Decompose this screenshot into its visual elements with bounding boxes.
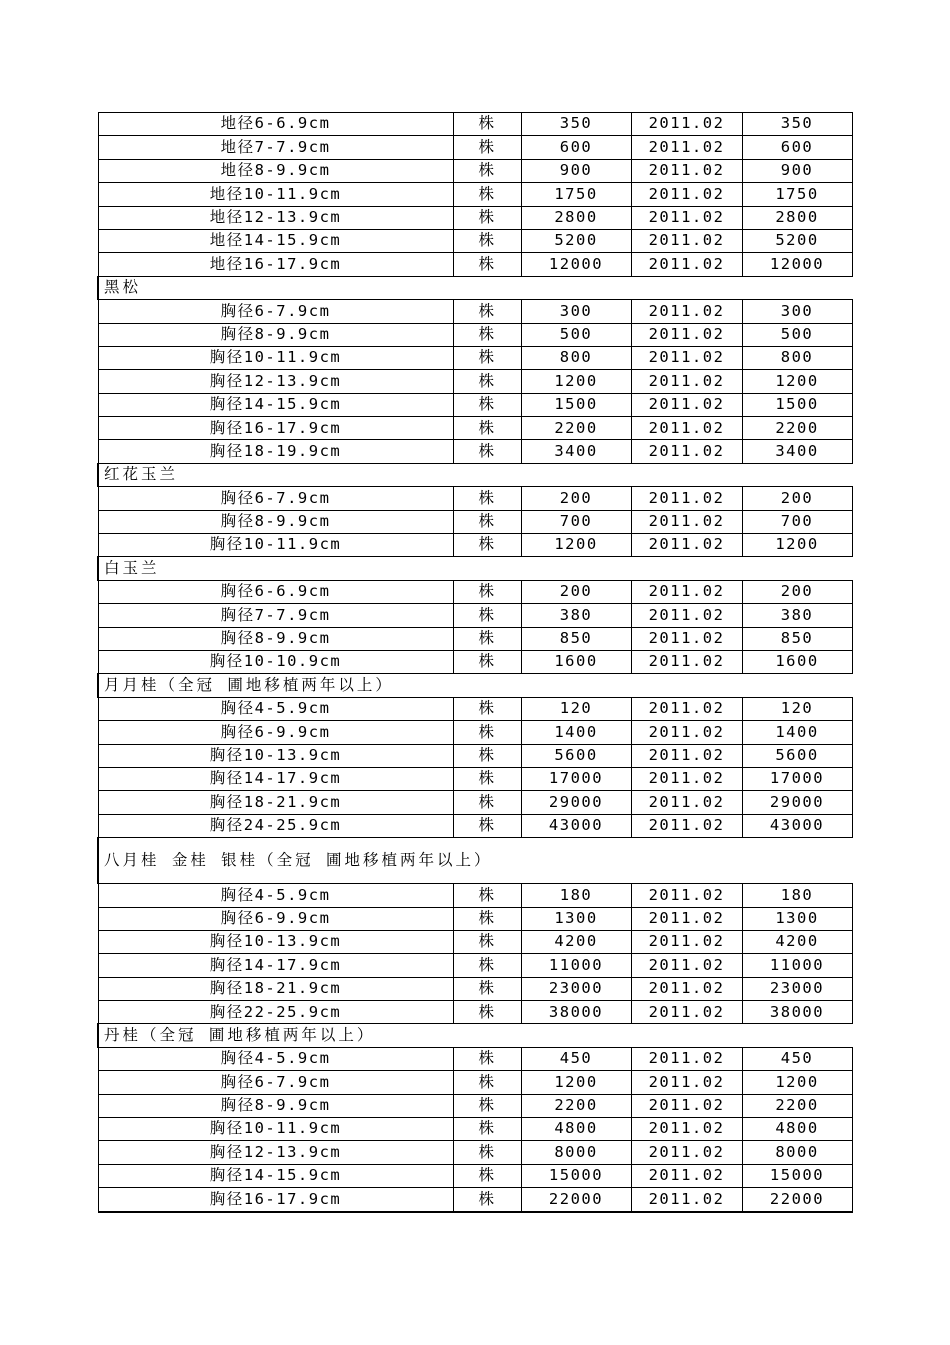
table-row [98,183,852,206]
spec-cell: 胸径14-17.9cm [98,954,453,977]
price-cell: 11000 [521,954,631,977]
spec-cell: 胸径4-5.9cm [98,697,453,720]
total-cell: 11000 [742,954,852,977]
total-cell: 5200 [742,229,852,252]
date-cell: 2011.02 [631,791,742,814]
date-cell: 2011.02 [631,627,742,650]
table-row [98,534,852,557]
unit-cell: 株 [453,440,521,463]
date-cell: 2011.02 [631,744,742,767]
unit-cell: 株 [453,487,521,510]
category-name: 白玉兰 [98,557,852,580]
total-cell: 450 [742,1047,852,1070]
table-row [98,159,852,182]
price-cell: 22000 [521,1188,631,1212]
total-cell: 15000 [742,1164,852,1187]
unit-cell: 株 [453,229,521,252]
unit-cell: 株 [453,650,521,673]
price-table-body [98,113,852,1212]
price-cell: 8000 [521,1141,631,1164]
price-cell: 1750 [521,183,631,206]
date-cell: 2011.02 [631,113,742,136]
table-row [98,1071,852,1094]
spec-cell: 胸径10-11.9cm [98,1118,453,1141]
table-row [98,977,852,1000]
unit-cell: 株 [453,1094,521,1117]
spec-cell: 胸径6-7.9cm [98,1071,453,1094]
category-name: 月月桂（全冠 圃地移植两年以上） [98,674,852,697]
price-cell: 1200 [521,1071,631,1094]
unit-cell: 株 [453,1118,521,1141]
date-cell: 2011.02 [631,1094,742,1117]
table-row [98,487,852,510]
spec-cell: 胸径10-13.9cm [98,930,453,953]
spec-cell: 胸径14-15.9cm [98,1164,453,1187]
spec-cell: 地径16-17.9cm [98,253,453,276]
spec-cell: 地径7-7.9cm [98,136,453,159]
total-cell: 180 [742,884,852,907]
table-row [98,370,852,393]
date-cell: 2011.02 [631,510,742,533]
spec-cell: 胸径14-17.9cm [98,767,453,790]
total-cell: 3400 [742,440,852,463]
unit-cell: 株 [453,534,521,557]
table-row [98,721,852,744]
unit-cell: 株 [453,1001,521,1024]
spec-cell: 胸径8-9.9cm [98,323,453,346]
price-cell: 12000 [521,253,631,276]
unit-cell: 株 [453,744,521,767]
table-row [98,323,852,346]
price-cell: 2800 [521,206,631,229]
spec-cell: 胸径18-19.9cm [98,440,453,463]
spec-cell: 胸径10-13.9cm [98,744,453,767]
unit-cell: 株 [453,627,521,650]
table-row [98,1047,852,1070]
date-cell: 2011.02 [631,1164,742,1187]
spec-cell: 胸径10-10.9cm [98,650,453,673]
spec-cell: 胸径8-9.9cm [98,627,453,650]
table-row [98,650,852,673]
price-cell: 200 [521,580,631,603]
date-cell: 2011.02 [631,1118,742,1141]
price-cell: 4200 [521,930,631,953]
spec-cell: 胸径6-9.9cm [98,907,453,930]
date-cell: 2011.02 [631,697,742,720]
spec-cell: 地径8-9.9cm [98,159,453,182]
unit-cell: 株 [453,113,521,136]
unit-cell: 株 [453,346,521,369]
price-cell: 450 [521,1047,631,1070]
unit-cell: 株 [453,954,521,977]
spec-cell: 胸径18-21.9cm [98,977,453,1000]
total-cell: 900 [742,159,852,182]
date-cell: 2011.02 [631,1047,742,1070]
unit-cell: 株 [453,977,521,1000]
table-row [98,767,852,790]
category-row [98,557,852,580]
category-row [98,276,852,299]
date-cell: 2011.02 [631,534,742,557]
spec-cell: 胸径8-9.9cm [98,1094,453,1117]
unit-cell: 株 [453,206,521,229]
total-cell: 1750 [742,183,852,206]
price-cell: 1200 [521,534,631,557]
spec-cell: 胸径7-7.9cm [98,604,453,627]
total-cell: 8000 [742,1141,852,1164]
price-cell: 23000 [521,977,631,1000]
total-cell: 23000 [742,977,852,1000]
price-cell: 17000 [521,767,631,790]
table-row [98,113,852,136]
date-cell: 2011.02 [631,487,742,510]
date-cell: 2011.02 [631,907,742,930]
price-cell: 38000 [521,1001,631,1024]
price-cell: 500 [521,323,631,346]
total-cell: 350 [742,113,852,136]
date-cell: 2011.02 [631,393,742,416]
spec-cell: 地径6-6.9cm [98,113,453,136]
unit-cell: 株 [453,159,521,182]
price-cell: 2200 [521,417,631,440]
spec-cell: 胸径22-25.9cm [98,1001,453,1024]
price-cell: 380 [521,604,631,627]
spec-cell: 胸径16-17.9cm [98,1188,453,1212]
spec-cell: 胸径6-9.9cm [98,721,453,744]
spec-cell: 胸径4-5.9cm [98,884,453,907]
total-cell: 800 [742,346,852,369]
table-row [98,1164,852,1187]
price-cell: 700 [521,510,631,533]
total-cell: 4800 [742,1118,852,1141]
spec-cell: 胸径6-7.9cm [98,487,453,510]
unit-cell: 株 [453,393,521,416]
table-row [98,814,852,837]
date-cell: 2011.02 [631,580,742,603]
spec-cell: 胸径12-13.9cm [98,370,453,393]
table-row [98,510,852,533]
table-row [98,907,852,930]
spec-cell: 胸径16-17.9cm [98,417,453,440]
price-cell: 600 [521,136,631,159]
unit-cell: 株 [453,930,521,953]
table-row [98,253,852,276]
price-cell: 43000 [521,814,631,837]
date-cell: 2011.02 [631,930,742,953]
total-cell: 43000 [742,814,852,837]
date-cell: 2011.02 [631,136,742,159]
table-row [98,1141,852,1164]
date-cell: 2011.02 [631,346,742,369]
total-cell: 29000 [742,791,852,814]
spec-cell: 胸径10-11.9cm [98,346,453,369]
total-cell: 1600 [742,650,852,673]
date-cell: 2011.02 [631,884,742,907]
total-cell: 1200 [742,534,852,557]
total-cell: 1400 [742,721,852,744]
unit-cell: 株 [453,1071,521,1094]
unit-cell: 株 [453,510,521,533]
date-cell: 2011.02 [631,604,742,627]
unit-cell: 株 [453,253,521,276]
table-row [98,954,852,977]
price-cell: 5600 [521,744,631,767]
date-cell: 2011.02 [631,183,742,206]
spec-cell: 胸径10-11.9cm [98,534,453,557]
date-cell: 2011.02 [631,323,742,346]
table-row [98,884,852,907]
price-cell: 900 [521,159,631,182]
table-row [98,580,852,603]
date-cell: 2011.02 [631,1188,742,1212]
price-cell: 300 [521,300,631,323]
price-cell: 180 [521,884,631,907]
unit-cell: 株 [453,1188,521,1212]
table-row [98,744,852,767]
category-name: 丹桂（全冠 圃地移植两年以上） [98,1024,852,1047]
price-cell: 15000 [521,1164,631,1187]
spec-cell: 胸径6-7.9cm [98,300,453,323]
spec-cell: 胸径8-9.9cm [98,510,453,533]
unit-cell: 株 [453,721,521,744]
date-cell: 2011.02 [631,253,742,276]
table-row [98,697,852,720]
total-cell: 200 [742,580,852,603]
spec-cell: 胸径24-25.9cm [98,814,453,837]
date-cell: 2011.02 [631,206,742,229]
table-row [98,136,852,159]
price-cell: 1500 [521,393,631,416]
date-cell: 2011.02 [631,954,742,977]
date-cell: 2011.02 [631,1071,742,1094]
total-cell: 2800 [742,206,852,229]
date-cell: 2011.02 [631,721,742,744]
unit-cell: 株 [453,183,521,206]
price-cell: 1200 [521,370,631,393]
total-cell: 17000 [742,767,852,790]
total-cell: 2200 [742,1094,852,1117]
price-cell: 120 [521,697,631,720]
unit-cell: 株 [453,136,521,159]
spec-cell: 胸径6-6.9cm [98,580,453,603]
unit-cell: 株 [453,1141,521,1164]
unit-cell: 株 [453,580,521,603]
total-cell: 380 [742,604,852,627]
date-cell: 2011.02 [631,300,742,323]
price-cell: 5200 [521,229,631,252]
table-row [98,1001,852,1024]
date-cell: 2011.02 [631,650,742,673]
price-cell: 1600 [521,650,631,673]
table-row [98,604,852,627]
price-cell: 29000 [521,791,631,814]
spec-cell: 胸径18-21.9cm [98,791,453,814]
table-row [98,206,852,229]
date-cell: 2011.02 [631,440,742,463]
category-name: 八月桂 金桂 银桂（全冠 圃地移植两年以上） [98,838,852,884]
unit-cell: 株 [453,1164,521,1187]
unit-cell: 株 [453,370,521,393]
total-cell: 120 [742,697,852,720]
price-cell: 800 [521,346,631,369]
total-cell: 850 [742,627,852,650]
spec-cell: 胸径12-13.9cm [98,1141,453,1164]
total-cell: 600 [742,136,852,159]
price-cell: 350 [521,113,631,136]
date-cell: 2011.02 [631,1001,742,1024]
unit-cell: 株 [453,1047,521,1070]
table-row [98,440,852,463]
total-cell: 5600 [742,744,852,767]
category-name: 黑松 [98,276,852,299]
category-row [98,463,852,486]
total-cell: 4200 [742,930,852,953]
table-row [98,346,852,369]
date-cell: 2011.02 [631,417,742,440]
total-cell: 200 [742,487,852,510]
spec-cell: 地径12-13.9cm [98,206,453,229]
unit-cell: 株 [453,417,521,440]
table-row [98,393,852,416]
table-row [98,229,852,252]
unit-cell: 株 [453,791,521,814]
date-cell: 2011.02 [631,370,742,393]
table-row [98,791,852,814]
total-cell: 700 [742,510,852,533]
price-cell: 850 [521,627,631,650]
date-cell: 2011.02 [631,1141,742,1164]
total-cell: 2200 [742,417,852,440]
unit-cell: 株 [453,814,521,837]
price-cell: 3400 [521,440,631,463]
price-cell: 1400 [521,721,631,744]
spec-cell: 地径10-11.9cm [98,183,453,206]
total-cell: 1200 [742,370,852,393]
total-cell: 1500 [742,393,852,416]
spec-cell: 地径14-15.9cm [98,229,453,252]
table-row [98,627,852,650]
spec-cell: 胸径4-5.9cm [98,1047,453,1070]
date-cell: 2011.02 [631,767,742,790]
table-row [98,930,852,953]
total-cell: 22000 [742,1188,852,1212]
category-row [98,1024,852,1047]
category-name: 红花玉兰 [98,463,852,486]
table-row [98,1188,852,1212]
unit-cell: 株 [453,323,521,346]
table-row [98,300,852,323]
total-cell: 500 [742,323,852,346]
table-row [98,1094,852,1117]
unit-cell: 株 [453,697,521,720]
spec-cell: 胸径14-15.9cm [98,393,453,416]
date-cell: 2011.02 [631,814,742,837]
total-cell: 12000 [742,253,852,276]
price-cell: 200 [521,487,631,510]
unit-cell: 株 [453,604,521,627]
unit-cell: 株 [453,300,521,323]
price-table [97,112,853,1213]
unit-cell: 株 [453,767,521,790]
unit-cell: 株 [453,907,521,930]
total-cell: 1300 [742,907,852,930]
category-row [98,838,852,884]
total-cell: 38000 [742,1001,852,1024]
total-cell: 1200 [742,1071,852,1094]
date-cell: 2011.02 [631,977,742,1000]
price-cell: 1300 [521,907,631,930]
total-cell: 300 [742,300,852,323]
date-cell: 2011.02 [631,229,742,252]
date-cell: 2011.02 [631,159,742,182]
price-cell: 2200 [521,1094,631,1117]
table-row [98,1118,852,1141]
category-row [98,674,852,697]
price-cell: 4800 [521,1118,631,1141]
table-row [98,417,852,440]
unit-cell: 株 [453,884,521,907]
